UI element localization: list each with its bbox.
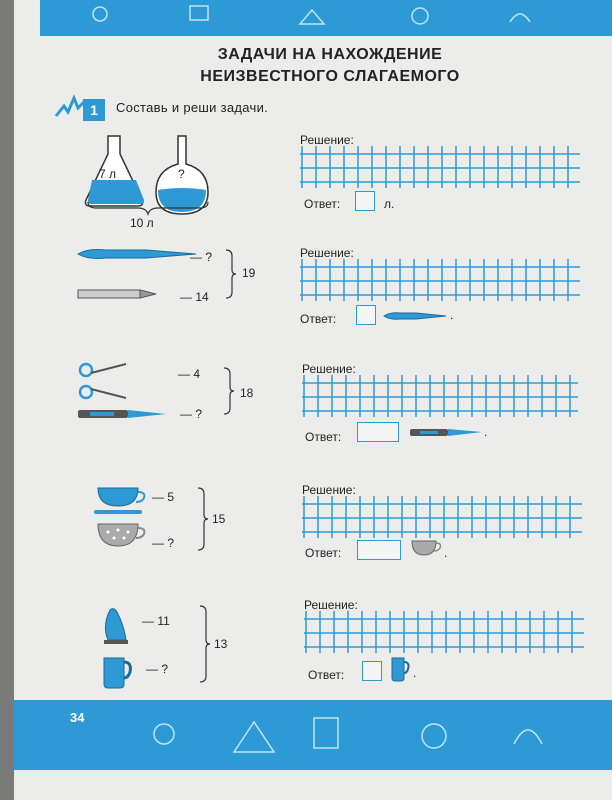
brush-icon: [78, 250, 196, 259]
answer-label-1: Ответ:: [304, 197, 341, 211]
right-brace-5: [198, 604, 212, 684]
iron-value: — 11: [142, 614, 170, 628]
flask-7l-label: 7 л: [99, 167, 117, 181]
bottom-decorative-band: [14, 700, 612, 770]
kettle-icon: [104, 658, 130, 688]
task-number: 1: [83, 99, 105, 121]
solution-grid-2[interactable]: [300, 259, 580, 305]
total-3: 18: [240, 386, 254, 400]
solution-label-3: Решение:: [302, 362, 356, 376]
answer-knife-icon: [408, 427, 486, 439]
pencil-icon: [78, 290, 156, 298]
cup-grey-icon: [98, 524, 144, 546]
answer-box-2[interactable]: [356, 305, 376, 325]
title-line-1: ЗАДАЧИ НА НАХОЖДЕНИЕ: [217, 46, 443, 63]
solution-grid-3[interactable]: [302, 375, 578, 421]
page-title: [190, 44, 470, 88]
answer-label-2: Ответ:: [300, 312, 337, 326]
answer-period-5: .: [413, 666, 417, 680]
cup-grey-value: — ?: [152, 536, 175, 550]
total-1: 10 л: [130, 216, 154, 230]
task-instruction: Составь и реши задачи.: [116, 100, 269, 115]
scissors-icon: [80, 364, 126, 398]
total-4: 15: [212, 512, 226, 526]
solution-label-1: Решение:: [300, 133, 354, 147]
answer-box-3[interactable]: [357, 422, 399, 442]
bottom-brace: [86, 200, 210, 216]
solution-grid-1[interactable]: [300, 146, 580, 192]
pencil-value: — 14: [180, 290, 209, 304]
task-decor-icon: [52, 88, 86, 122]
answer-label-5: Ответ:: [308, 668, 345, 682]
answer-box-1[interactable]: [355, 191, 375, 211]
answer-label-3: Ответ:: [305, 430, 342, 444]
answer-box-4[interactable]: [357, 540, 401, 560]
cups-illustration: [94, 484, 154, 554]
iron-icon: [104, 609, 128, 644]
answer-brush-icon: [382, 310, 452, 322]
title-line-2: НЕИЗВЕСТНОГО СЛАГАЕМОГО: [200, 68, 460, 85]
answer-period-2: .: [450, 308, 454, 322]
answer-period-3: .: [484, 425, 488, 439]
answer-cup-grey-icon: [410, 539, 446, 559]
solution-grid-5[interactable]: [304, 611, 584, 657]
top-decorative-band: [40, 0, 612, 36]
page-number: 34: [70, 710, 85, 725]
cup-blue-value: — 5: [152, 490, 175, 504]
answer-kettle-icon: [390, 656, 412, 684]
total-5: 13: [214, 637, 228, 651]
knife-icon: [78, 410, 166, 418]
right-brace-4: [196, 486, 210, 552]
brush-value: — ?: [190, 250, 213, 264]
iron-kettle-illustration: [98, 604, 138, 690]
knife-value: — ?: [180, 407, 203, 421]
solution-label-4: Решение:: [302, 483, 356, 497]
solution-label-5: Решение:: [304, 598, 358, 612]
right-brace-2: [224, 248, 238, 300]
solution-label-2: Решение:: [300, 246, 354, 260]
kettle-value: — ?: [146, 662, 169, 676]
cup-blue-icon: [94, 488, 144, 514]
solution-grid-4[interactable]: [302, 496, 582, 542]
total-2: 19: [242, 266, 256, 280]
flask-unknown-label: ?: [178, 167, 185, 181]
scissors-value: — 4: [178, 367, 201, 381]
answer-box-5[interactable]: [362, 661, 382, 681]
answer-label-4: Ответ:: [305, 546, 342, 560]
answer-unit-1: л.: [384, 197, 395, 211]
right-brace-3: [222, 366, 236, 416]
answer-period-4: .: [444, 546, 448, 560]
